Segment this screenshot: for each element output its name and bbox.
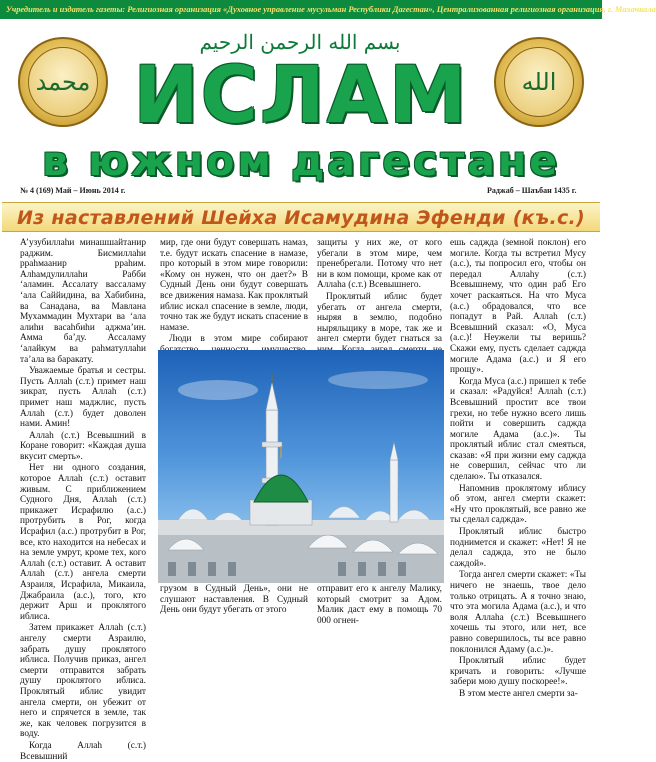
paragraph: А’узубиллаhи минашшайтанир раджим. Бисмиллаhи рраhмаанир рраhим. Алhамдулиллаhи Рабби ‘аламин. Ассалату вассаламу ‘ала Саййидина, ва Хабибина, ва Санадана, ва Мавлана Мухаммадин Мухтари ва ‘ала алиhи васаhбиhи аджма’ин. Амма ба’ду. Ассаламу ‘алайкум ва раhматуллаhи та’ала ва баракату.: [20, 238, 146, 365]
medallion-allah: [494, 37, 584, 127]
newspaper-subtitle: в южном дагестане: [41, 137, 561, 185]
mosque-photo: [158, 350, 444, 583]
paragraph: Нет ни одного создания, которое Аллаh (с.т.) оставит живым. С приближением Судного Дня, Аллаh (с.т.) прикажет Исрафилю (а.с.) протрубить в Рог, когда Исрафил (а.с.) протрубит в Рог, все, кто находится на небесах и на земле умрут, кроме тех, кого Аллаh (с.т.) оставит. А оставит Аллаh (с.т.) ангела смерти Азраиля, Исрафила, Микаила, Джабраила (а.с.), того, кто держит Арш и проклятого иблиса.: [20, 463, 146, 622]
medallion-muhammad-inner: محمد: [28, 47, 98, 117]
top-banner: [0, 0, 656, 19]
newspaper-title: ИСЛАМ: [133, 51, 469, 141]
paragraph: грузом в Судный День», они не слушают наставления. В Судный День они будут убегать от этого: [160, 584, 308, 616]
top-banner-text: Учредитель и издатель газеты: Религиозная организация «Духовное управление мусульман Республики Дагестан», Централизованная религиозная организация, г. Махачкала: [6, 5, 656, 14]
paragraph: Люди в этом мире собирают: [169, 334, 308, 345]
article-headline: Из наставлений Шейха Исамудина Эфенди (къ.с.): [2, 202, 600, 232]
article-column-2-bottom: [160, 584, 308, 616]
paragraph: отправит его к ангелу Малику, который смотрит за Адом. Малик даст ему в помощь 70 000 огнен-: [317, 584, 442, 626]
paragraph: В этом месте ангел смерти за-: [459, 688, 578, 699]
article-column-4: [450, 238, 586, 699]
issue-number: № 4 (169) Май – Июнь 2014 г.: [20, 186, 126, 195]
hijri-date: Раджаб – Шаъбан 1435 г.: [487, 186, 577, 195]
basmala: بسم الله الرحمن الرحيم: [199, 30, 401, 54]
article-column-1: [20, 238, 146, 762]
paragraph: ешь саджда (земной поклон) его могиле. Когда ты встретил Мусу (а.с.), ты попросил его, чтобы он передал Аллаhу (с.т.) Всевышнему, что один раб Его хочет раскаяться. На что Муса (а.с.) обрадовался, что все попадут в Рай. Аллаh (с.т.) Всевышний сказал: «О, Муса (а.с.)! Неужели ты веришь? Скажи ему, пусть сделает саджда могиле Адама (а.с.) и Я его прощу».: [450, 238, 586, 376]
paragraph: Затем прикажет Аллаh (с.т.) ангелу смерти Азраилю, забрать душу проклятого иблиса. Получив приказ, ангел смерти отправится забрать душу проклятого иблиса. Проклятый иблис увидит ангела смерти, он убежит от него и спрячется в земле, так же, как человек погрузится в воду.: [20, 623, 146, 740]
paragraph: Когда Аллаh (с.т.) Всевышний: [20, 740, 146, 762]
paragraph: Тогда ангел смерти скажет: «Ты ничего не знаешь, твое дело только отрицать. А я точно знаю, что эта могила Адама (а.с.), и что воля Аллаhа (с.т.) Всевышнего хочешь ты этого, или нет, все равно совершилось, ты все равно поклонился Адаму (а.с.)».: [450, 570, 586, 655]
paragraph: Проклятый иблис будет кричать и говорить: «Лучше забери мою душу поскорее!».: [450, 656, 586, 688]
paragraph: Уважаемые братья и сестры. Пусть Аллаh (с.т.) примет наш зикрат, пусть Аллаh (с.т.) примет наш маджлис, пусть Аллаh (с.т.) будет доволен нами. Амин!: [20, 366, 146, 430]
paragraph: Проклятый иблис будет убегать от ангела смерти, ныряя в землю, подобно ныряльщику в море, так же и ангел смерти будет гнаться за: [317, 291, 442, 345]
mosque-illustration: [158, 350, 444, 583]
paragraph: Когда Муса (а.с.) пришел к тебе и сказал: «Радуйся! Аллаh (с.т.) Всевышний простит все твои грехи, но тебе нужно всего лишь пойти и совершить саджда могиле Адама (а.с.)». Ты проклятый иблис стал смеяться, сказав: «Я при жизни ему саджда не совершил, сейчас что ли сделаю». Ты отказался.: [450, 376, 586, 483]
paragraph: защиты у них же, от кого убегали в этом мире, чем пренебрегали. Потому что нет ни в ком помощи, кроме как от Аллаhа (с.т.) Всевышнего.: [317, 238, 442, 291]
paragraph: Проклятый иблис быстро поднимется и скажет: «Нет! Я не делал саджда, это не было саждой».: [450, 527, 586, 569]
paragraph: Напомнив проклятому иблису об этом, ангел смерти скажет: «Ну что проклятый, все равно же ты сделал саджда».: [450, 483, 586, 526]
article-column-2: [160, 238, 308, 348]
article-column-3-bottom: [317, 584, 442, 626]
medallion-muhammad: [18, 37, 108, 127]
article-column-3: [317, 238, 442, 348]
paragraph: Аллаh (с.т.) Всевышний в Коране говорит: «Каждая душа вкусит смерть».: [20, 430, 146, 462]
medallion-allah-inner: الله: [504, 47, 574, 117]
masthead: [0, 19, 602, 199]
paragraph: мир, где они будут совершать намаз, т.е. будут искать спасение в намазе, про который в этом мире говорили: «Кому он нужен, что он дает?» В Судный День они будут совершать все движения намаза. Как проклятый иблис искал спасение в земле, люди, точно так же будут искать спасение в намазе.: [160, 238, 308, 333]
